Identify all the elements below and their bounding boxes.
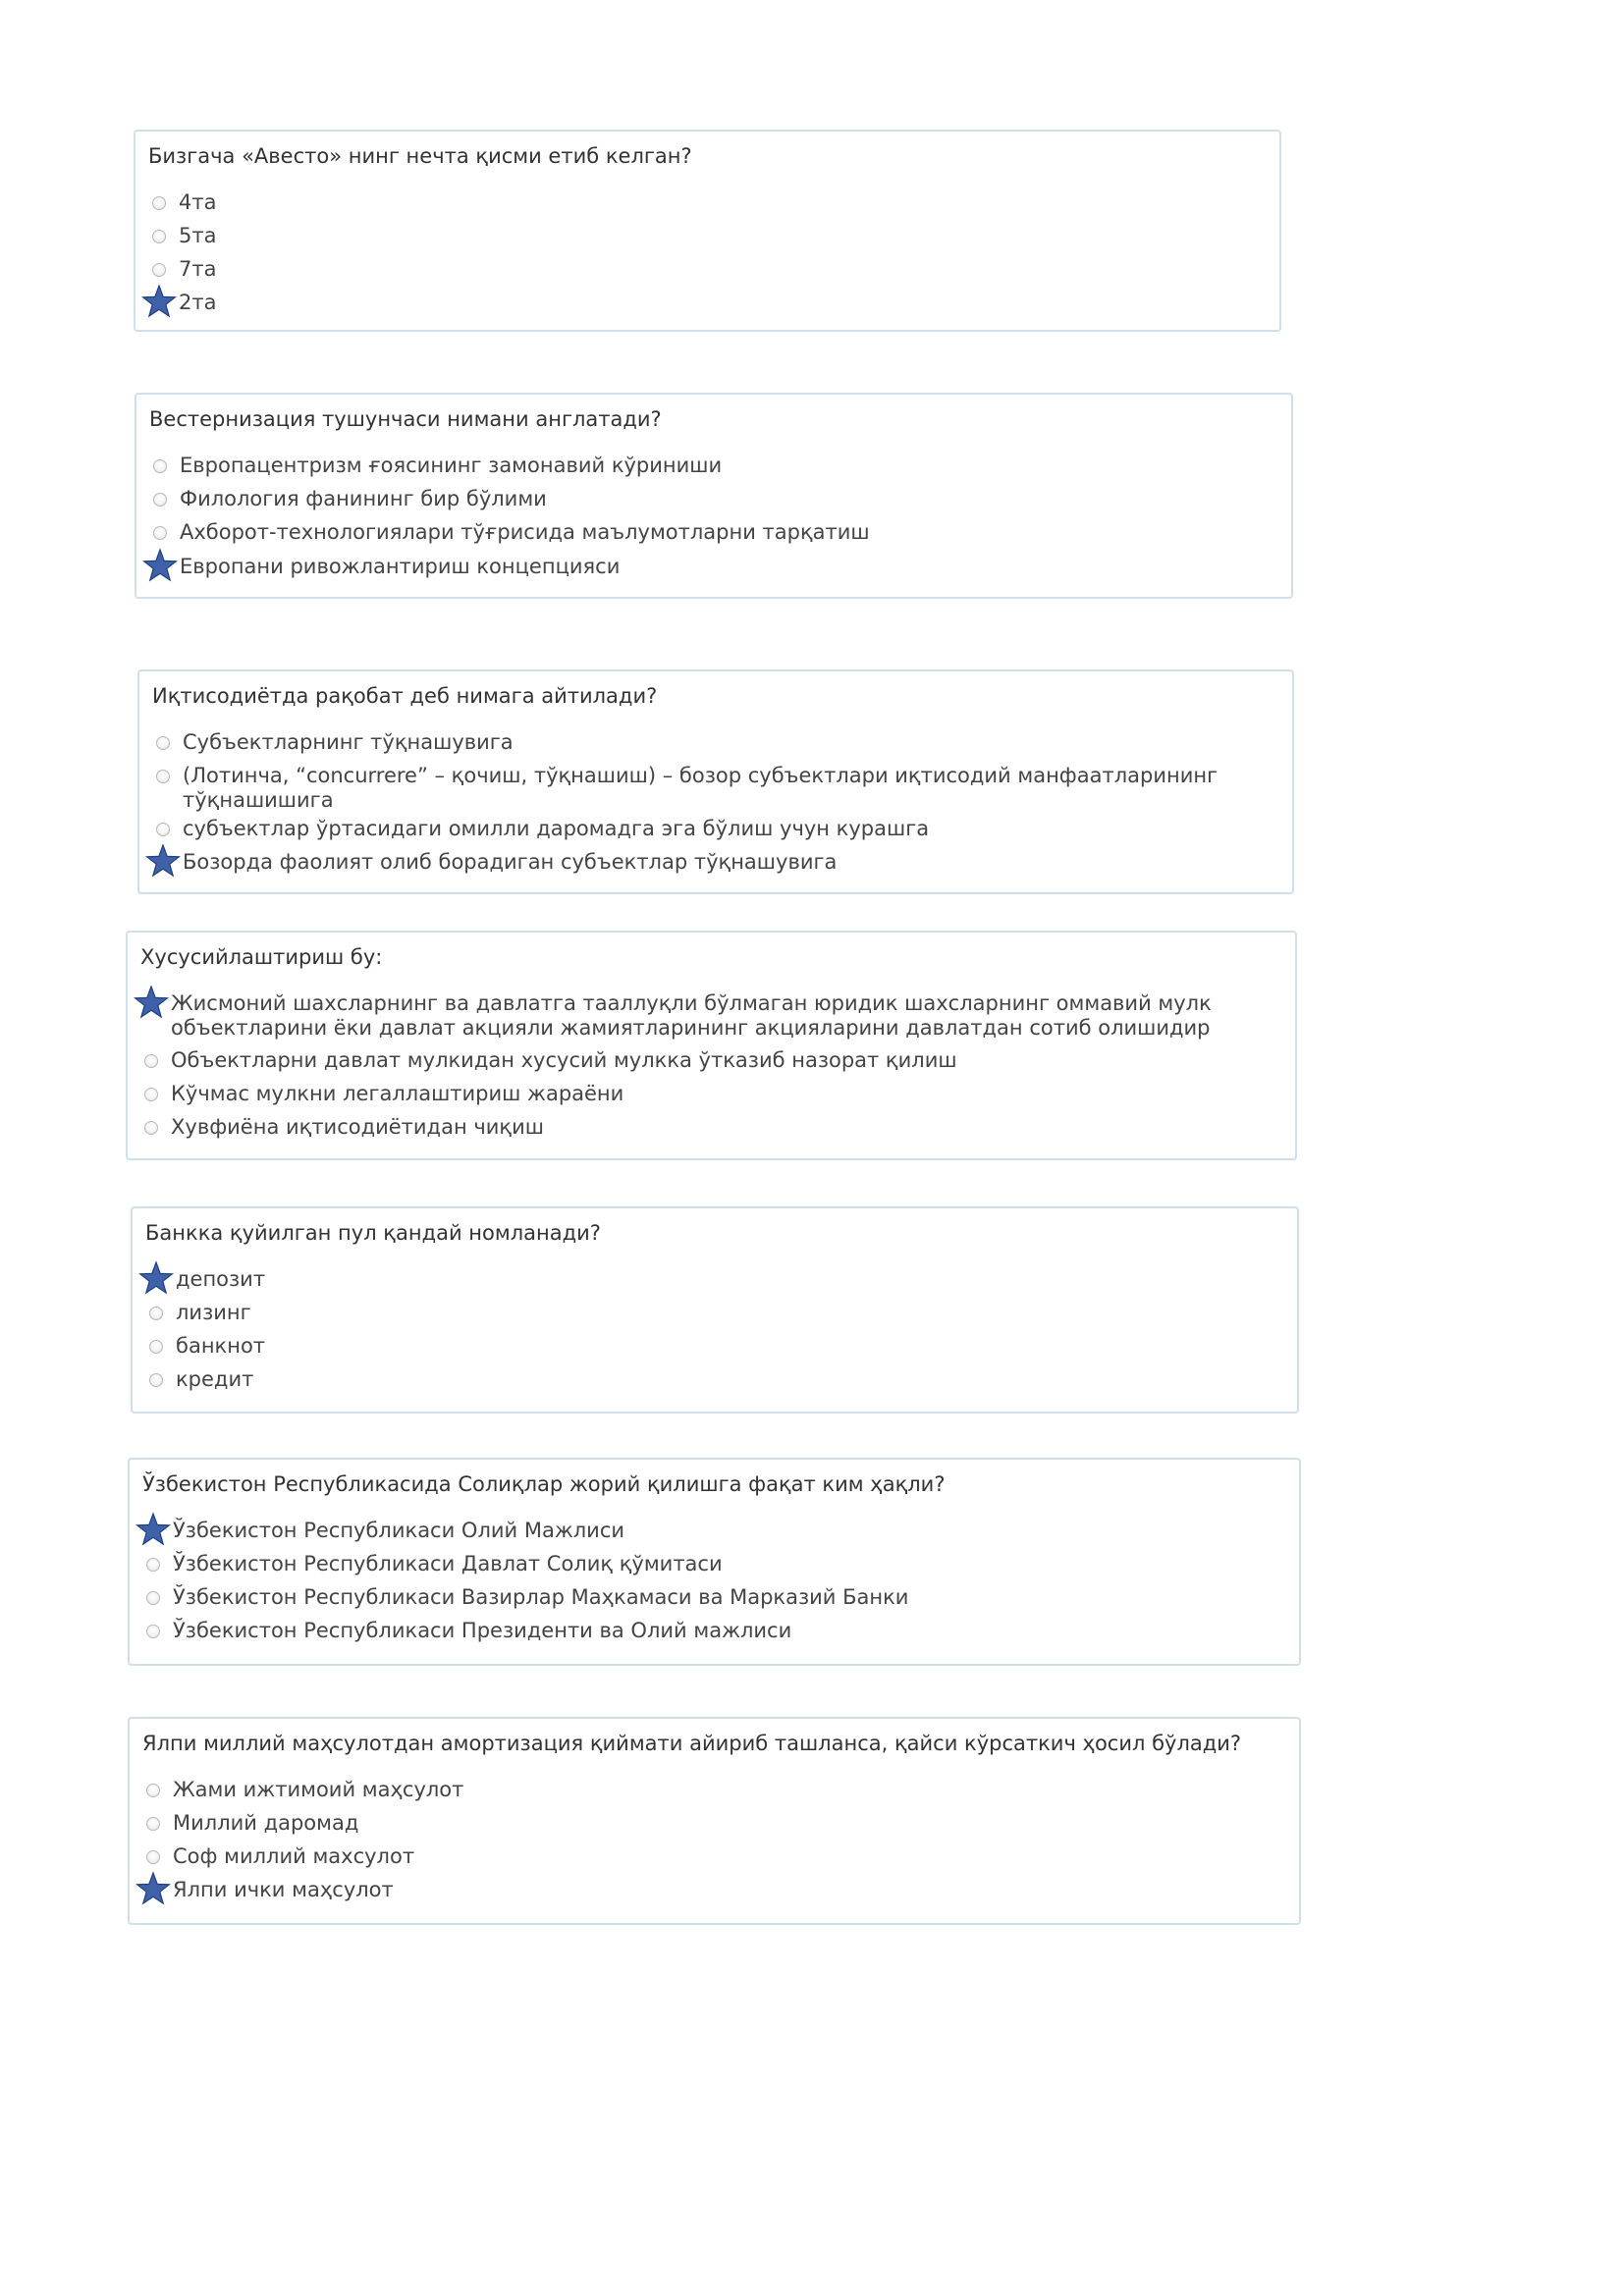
- option-4[interactable]: [133, 1367, 1287, 1397]
- question-card-1: [134, 130, 1281, 332]
- radio-button[interactable]: [149, 1340, 163, 1354]
- question-card-6: [128, 1458, 1301, 1666]
- option-label: депозит: [176, 1267, 266, 1291]
- question-card-7: [128, 1717, 1301, 1925]
- star-icon: [134, 985, 169, 1020]
- question-text: Бизгача «Авесто» нинг нечта қисми етиб келган?: [148, 144, 692, 168]
- option-label: Объектларни давлат мулкидан хусусий мулкка ўтказиб назорат қилиш: [171, 1048, 957, 1072]
- radio-button[interactable]: [149, 1307, 163, 1320]
- question-text: Банкка қуйилган пул қандай номланади?: [145, 1221, 601, 1245]
- option-label: Соф миллий махсулот: [173, 1844, 415, 1868]
- option-4[interactable]: [128, 1115, 1285, 1145]
- option-label: (Лотинча, “concurrere” – қочиш, тўқнашиш) – бозор субъектлари иқтисодий манфаатларининг тўқнашишига: [183, 764, 1218, 812]
- option-3[interactable]: [139, 817, 1282, 846]
- option-label: Хувфиёна иқтисодиётидан чиқиш: [171, 1115, 544, 1139]
- question-card-5: [131, 1206, 1299, 1414]
- radio-button[interactable]: [156, 736, 170, 750]
- option-label: субъектлар ўртасидаги омилли даромадга эга бўлиш учун курашга: [183, 817, 930, 840]
- option-2[interactable]: [133, 1301, 1287, 1330]
- star-icon: [135, 1512, 171, 1547]
- radio-button[interactable]: [153, 526, 167, 540]
- radio-button[interactable]: [152, 230, 166, 243]
- option-1[interactable]: [136, 454, 1281, 483]
- question-card-4: [126, 931, 1297, 1160]
- option-3[interactable]: [133, 1334, 1287, 1363]
- option-3[interactable]: [135, 257, 1270, 287]
- option-2[interactable]: [130, 1811, 1289, 1841]
- option-3[interactable]: [136, 520, 1281, 550]
- option-4[interactable]: [136, 555, 1281, 584]
- option-label: банкнот: [176, 1334, 266, 1358]
- radio-button[interactable]: [149, 1373, 163, 1387]
- option-4[interactable]: [130, 1878, 1289, 1907]
- option-label: 4та: [179, 190, 217, 214]
- radio-button[interactable]: [146, 1558, 160, 1572]
- radio-button[interactable]: [153, 493, 167, 507]
- option-3[interactable]: [130, 1844, 1289, 1874]
- option-label: Ялпи ички маҳсулот: [173, 1878, 394, 1901]
- option-label: 7та: [179, 257, 217, 281]
- radio-button[interactable]: [146, 1591, 160, 1605]
- radio-button[interactable]: [144, 1054, 158, 1068]
- radio-button[interactable]: [146, 1625, 160, 1638]
- radio-button[interactable]: [152, 196, 166, 210]
- option-label: 5та: [179, 224, 217, 247]
- option-1[interactable]: [133, 1267, 1287, 1297]
- option-2[interactable]: [135, 224, 1270, 253]
- option-1[interactable]: [135, 190, 1270, 220]
- question-card-3: [137, 669, 1294, 894]
- option-4[interactable]: [139, 850, 1282, 880]
- option-label: Ўзбекистон Республикаси Олий Мажлиси: [173, 1519, 625, 1542]
- question-text: Ялпи миллий маҳсулотдан амортизация қиймати айириб ташланса, қайси кўрсаткич ҳосил бўлади?: [142, 1732, 1242, 1755]
- radio-button[interactable]: [152, 263, 166, 277]
- star-icon: [142, 548, 178, 583]
- option-label: кредит: [176, 1367, 254, 1391]
- radio-button[interactable]: [153, 459, 167, 473]
- option-label: Ахборот-технологиялари тўғрисида маълумотларни тарқатиш: [180, 520, 870, 544]
- option-label: Филология фанининг бир бўлими: [180, 487, 547, 510]
- option-label: Субъектларнинг тўқнашувига: [183, 730, 514, 754]
- question-text: Ўзбекистон Республикасида Солиқлар жорий қилишга фақат ким ҳақли?: [142, 1472, 946, 1496]
- question-text: Хусусийлаштириш бу:: [140, 945, 383, 969]
- option-label: Европацентризм ғоясининг замонавий кўриниши: [180, 454, 723, 477]
- option-1[interactable]: [139, 730, 1282, 760]
- radio-button[interactable]: [144, 1121, 158, 1135]
- option-2[interactable]: [128, 1048, 1285, 1078]
- option-3[interactable]: [128, 1082, 1285, 1111]
- question-text: Вестернизация тушунчаси нимани англатади?: [149, 407, 662, 431]
- option-label: Бозорда фаолият олиб борадиган субъектлар тўқнашувига: [183, 850, 838, 874]
- option-3[interactable]: [130, 1585, 1289, 1615]
- radio-button[interactable]: [144, 1088, 158, 1101]
- option-label: Ўзбекистон Республикаси Вазирлар Маҳкамаси ва Марказий Банки: [173, 1585, 909, 1609]
- option-label: 2та: [179, 291, 217, 314]
- option-1[interactable]: [128, 991, 1285, 1042]
- radio-button[interactable]: [156, 770, 170, 783]
- option-2[interactable]: [136, 487, 1281, 516]
- option-2[interactable]: [139, 764, 1282, 815]
- question-card-2: [135, 393, 1293, 599]
- option-label: лизинг: [176, 1301, 251, 1324]
- option-1[interactable]: [130, 1778, 1289, 1807]
- option-label: Европани ривожлантириш концепцияси: [180, 555, 621, 578]
- option-2[interactable]: [130, 1552, 1289, 1581]
- star-icon: [145, 843, 181, 879]
- radio-button[interactable]: [146, 1850, 160, 1864]
- option-label: Ўзбекистон Республикаси Давлат Солиқ қўмитаси: [173, 1552, 723, 1575]
- radio-button[interactable]: [146, 1817, 160, 1831]
- star-icon: [138, 1260, 174, 1296]
- radio-button[interactable]: [156, 823, 170, 836]
- star-icon: [141, 284, 177, 319]
- question-text: Иқтисодиётда рақобат деб нимага айтилади?: [152, 684, 658, 708]
- option-4[interactable]: [135, 291, 1270, 320]
- option-label: Ўзбекистон Республикаси Президенти ва Олий мажлиси: [173, 1619, 792, 1642]
- radio-button[interactable]: [146, 1784, 160, 1797]
- option-1[interactable]: [130, 1519, 1289, 1548]
- star-icon: [135, 1871, 171, 1906]
- option-label: Кўчмас мулкни легаллаштириш жараёни: [171, 1082, 624, 1105]
- option-4[interactable]: [130, 1619, 1289, 1648]
- option-label: Жами ижтимоий маҳсулот: [173, 1778, 464, 1801]
- option-label: Жисмоний шахсларнинг ва давлатга тааллуқли бўлмаган юридик шахсларнинг оммавий мулк объектларини ёки давлат акцияли жамиятларининг акцияларини давлатдан сотиб олишидир: [171, 991, 1212, 1040]
- option-label: Миллий даромад: [173, 1811, 359, 1835]
